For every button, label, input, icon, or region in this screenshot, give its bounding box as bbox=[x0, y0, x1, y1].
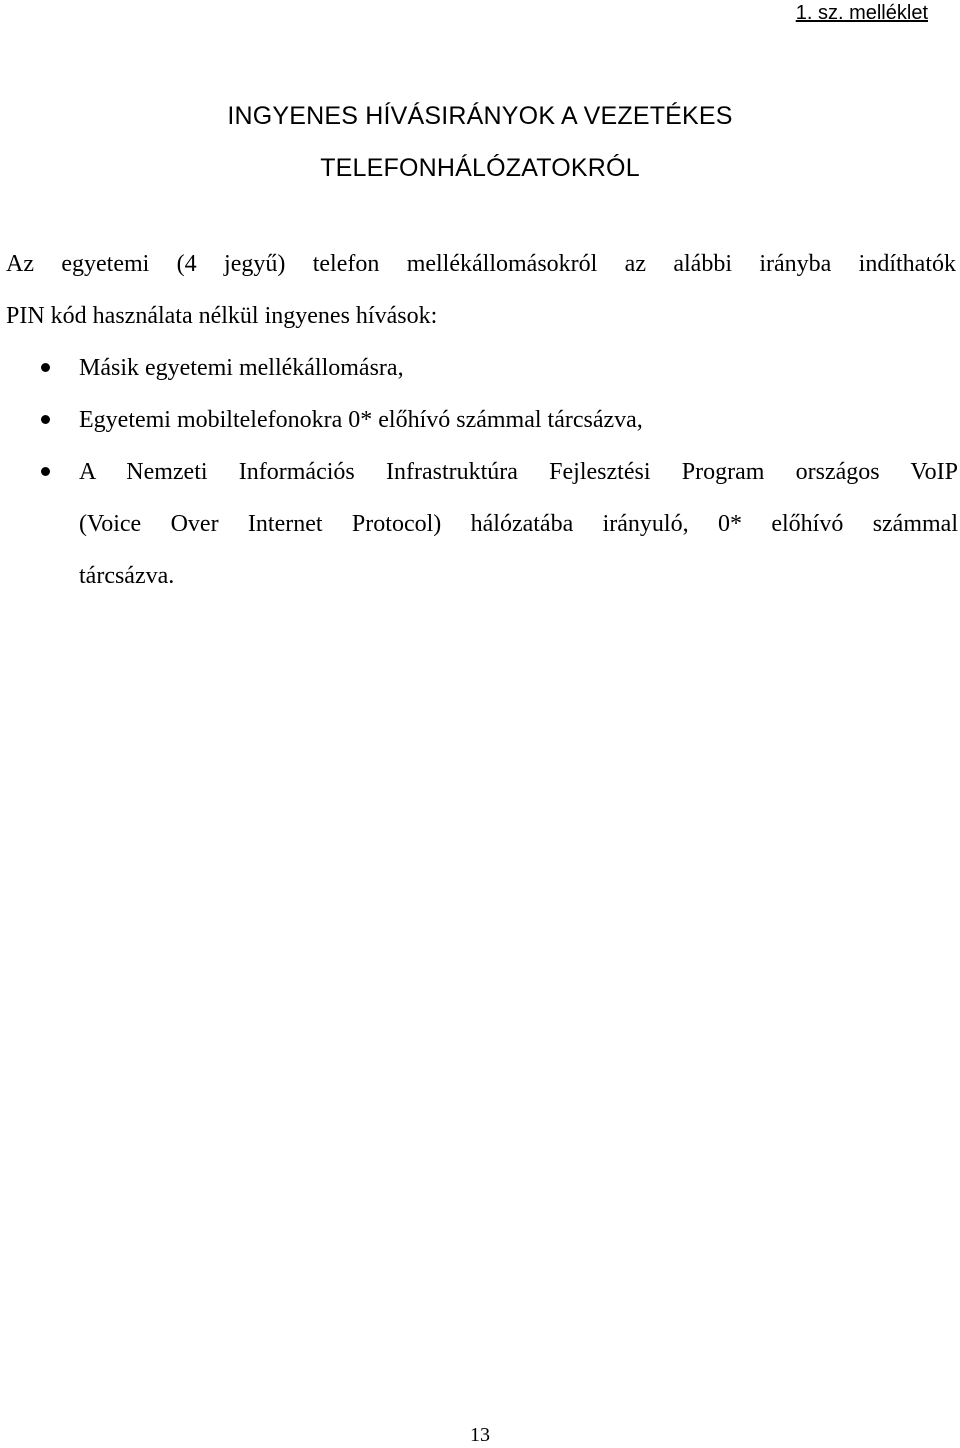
annex-label: 1. sz. melléklet bbox=[795, 2, 928, 24]
list-item bbox=[0, 446, 958, 602]
list-item bbox=[0, 394, 958, 446]
list-item-line: tárcsázva. bbox=[79, 563, 175, 589]
document-title-line-1: INGYENES HÍVÁSIRÁNYOK A VEZETÉKES bbox=[227, 102, 733, 130]
list-item-line: A Nemzeti Információs Infrastruktúra Fejlesztési Program országos VoIP bbox=[79, 459, 958, 485]
intro-line-1: Az egyetemi (4 jegyű) telefon mellékállomásokról az alábbi irányba indíthatók bbox=[6, 251, 956, 277]
list-item-line: (Voice Over Internet Protocol) hálózatába irányuló, 0* előhívó számmal bbox=[79, 511, 958, 537]
page-number: 13 bbox=[470, 1424, 490, 1446]
bullet-icon bbox=[41, 363, 50, 372]
bullet-icon bbox=[41, 467, 50, 476]
list-item-line: Másik egyetemi mellékállomásra, bbox=[79, 355, 404, 381]
list-item-text bbox=[79, 394, 958, 446]
list-item-text bbox=[79, 446, 958, 602]
bullet-icon bbox=[41, 415, 50, 424]
list-item-line: Egyetemi mobiltelefonokra 0* előhívó számmal tárcsázva, bbox=[79, 407, 643, 433]
free-call-directions-list bbox=[0, 342, 958, 602]
list-item-text bbox=[79, 342, 958, 394]
intro-paragraph bbox=[6, 238, 956, 342]
document-title-line-2: TELEFONHÁLÓZATOKRÓL bbox=[320, 154, 640, 182]
document-title bbox=[0, 90, 960, 194]
intro-line-2: PIN kód használata nélkül ingyenes hívások: bbox=[6, 303, 438, 329]
list-item bbox=[0, 342, 958, 394]
